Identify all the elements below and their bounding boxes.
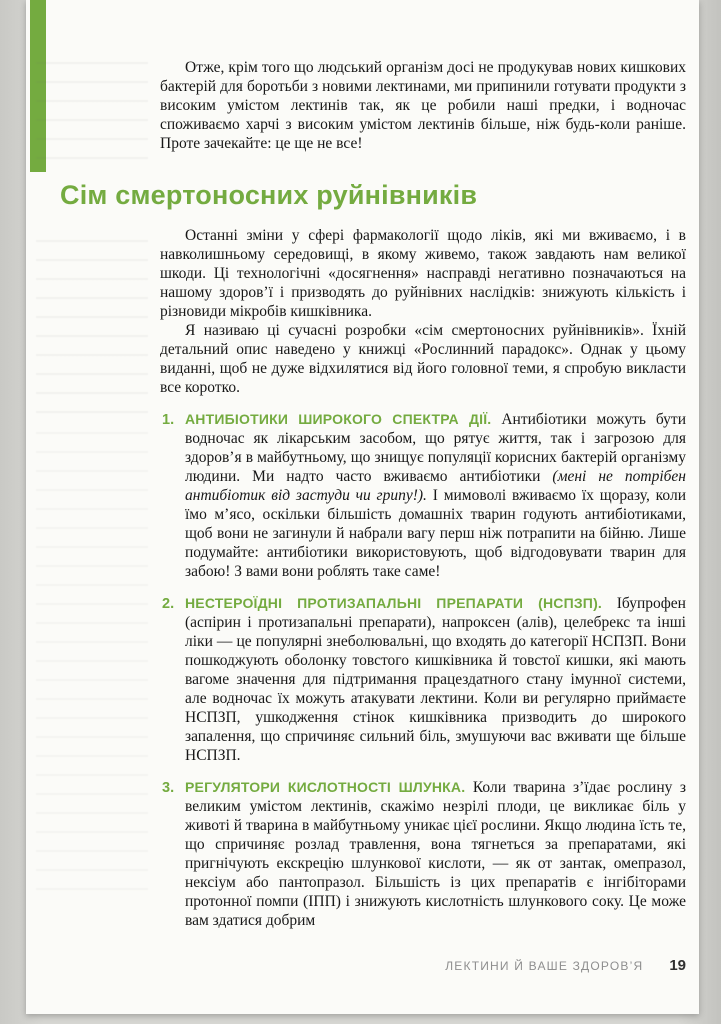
- list-item-number: 3.: [162, 780, 175, 796]
- list-item-body: І мимоволі вживаємо їх щоразу, коли їмо м’ясо, оскільки більшість домашніх тварин годують антибіотиками, щоб вони не загинули й набрали вагу перш ніж потрапити на бійню. Лише подумайте: антибіотики використовують, щоб відгодовувати тварин для забою! З вами вони роблять таке саме!: [185, 487, 687, 580]
- list-item-nsaids: [160, 594, 686, 765]
- running-footer-title: ЛЕКТИНИ Й ВАШЕ ЗДОРОВ’Я: [445, 959, 644, 973]
- section-heading: Сім смертоносних руйнівників: [60, 180, 478, 210]
- page-number: 19: [669, 957, 686, 974]
- list-item-title: НЕСТЕРОЇДНІ ПРОТИЗАПАЛЬНІ ПРЕПАРАТИ (НСПЗП).: [185, 595, 603, 611]
- section-paragraph-2: Я називаю ці сучасні розробки «сім смертоносних руйнівників». Їхній детальний опис наведено у книжці «Рослинний парадокс». Однак у цьому виданні, щоб не дуже відхилятися від його головної теми, я спробую викласти все коротко.: [160, 322, 686, 396]
- list-item-number: 2.: [162, 596, 175, 612]
- list-item-acid-regulators: [160, 778, 686, 930]
- list-item-antibiotics: [160, 410, 686, 581]
- list-item-number: 1.: [162, 412, 175, 428]
- list-item-body: Коли тварина з’їдає рослину з великим умістом лектинів, скажімо незрілі плоди, це викликає біль у животі й тварина в майбутньому уникає цієї рослини. Якщо людина їсть те, що спричиняє розлад травлення, вона тягнеться за препаратами, які пригнічують екскрецію шлункової кислоти, — як от зантак, омепразол, нексіум або пантопразол. Більшість із цих препаратів є інгібіторами протонної помпи (ІПП) і знижують кислотність шлункового соку. Це може вам здатися добрим: [185, 779, 686, 929]
- list-item-body-italic: (мені не потрібен антибіотик від застуди чи грипу!).: [185, 468, 686, 504]
- deadly-disruptors-list: [160, 410, 686, 930]
- list-item-title: АНТИБІОТИКИ ШИРОКОГО СПЕКТРА ДІЇ.: [185, 411, 492, 427]
- page-content: [26, 0, 699, 943]
- page-footer: [445, 957, 686, 974]
- section-paragraph-1: Останні зміни у сфері фармакології щодо ліків, які ми вживаємо, і в навколишньому середовищі, в якому живемо, також завдають нам великої шкоди. Ці технологічні «досягнення» насправді негативно позначаються на нашому здоров’ї і призводять до руйнівних наслідків: знижують кількість і різновиди мікробів кишківника.: [160, 227, 686, 320]
- list-item-body: Антибіотики можуть бути водночас як лікарським засобом, що рятує життя, так і загрозою для здоров’я в майбутньому, що знищує популяції корисних бактерій організму людини. Ми надто часто вживаємо антибіотики: [185, 411, 686, 485]
- intro-paragraph: Отже, крім того що людський організм досі не продукував нових кишкових бактерій для боротьби з новими лектинами, ми припинили готувати продукти з високим умістом лектинів так, як це робили наші предки, і водночас споживаємо харчі з високим умістом лектинів більше, ніж будь-коли раніше. Проте зачекайте: це ще не все!: [160, 59, 686, 152]
- list-item-title: РЕГУЛЯТОРИ КИСЛОТНОСТІ ШЛУНКА.: [185, 779, 466, 795]
- page: [26, 0, 699, 1014]
- list-item-body: Ібупрофен (аспірин і протизапальні препарати), напроксен (алів), целебрекс та інші ліки — це популярні знеболювальні, що входять до категорії НСПЗП. Вони пошкоджують оболонку товстого кишківника й товстої кишки, які мають вагоме значення для підтримання працездатного стану імунної системи, але водночас їх можуть атакувати лектини. Коли ви регулярно приймаєте НСПЗП, ушкодження стінок кишківника призводить до широкого запалення, що спричиняє сильний біль, змушуючи вас вживати ще більше НСПЗП.: [185, 595, 686, 764]
